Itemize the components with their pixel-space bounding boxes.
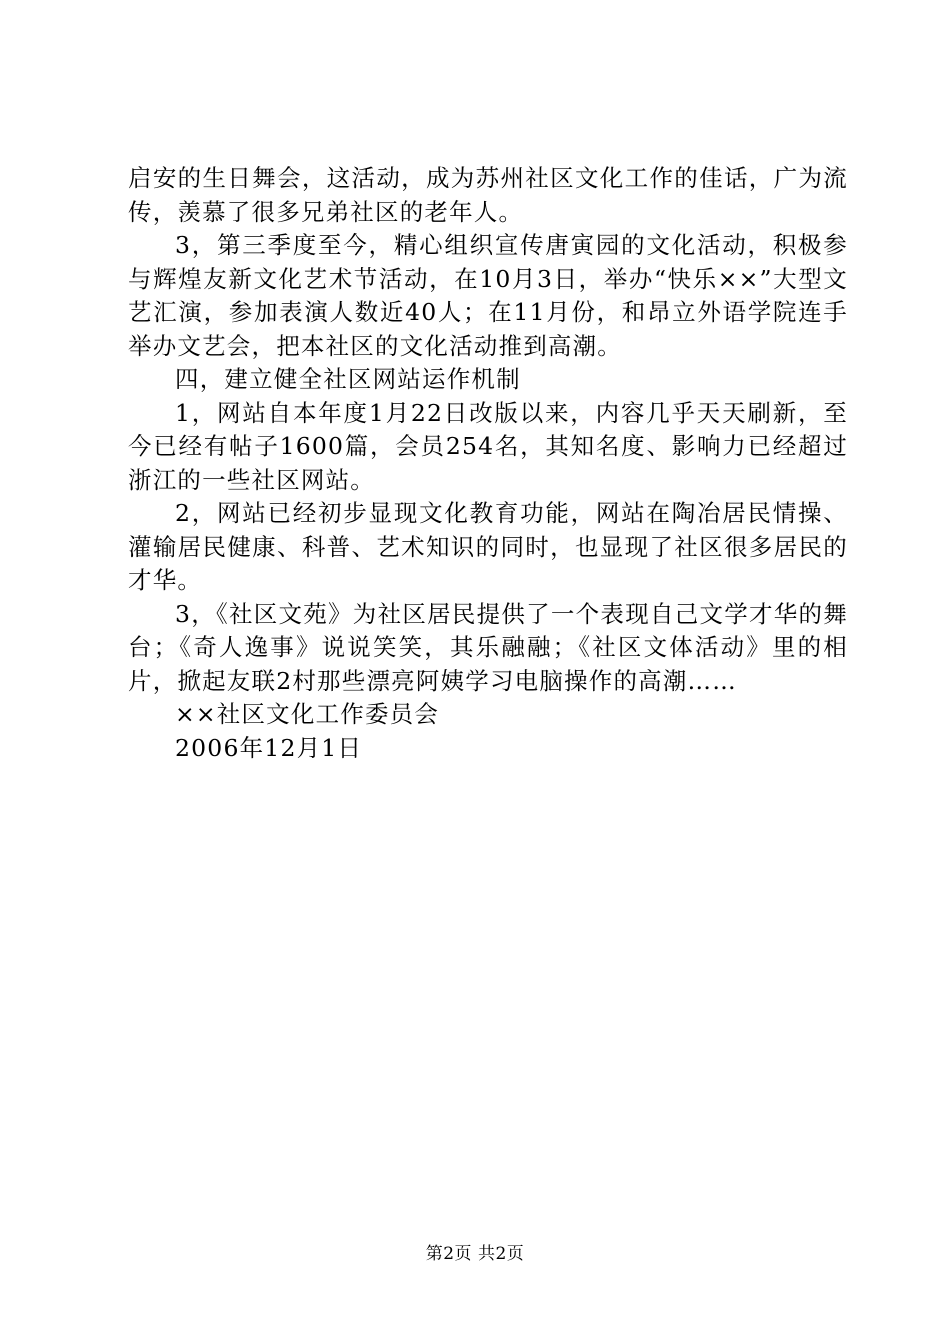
document-body — [128, 162, 848, 765]
paragraph-5: 3，《社区文苑》为社区居民提供了一个表现自己文学才华的舞台；《奇人逸事》说说笑笑，其乐融融；《社区文体活动》里的相片，掀起友联2村那些漂亮阿姨学习电脑操作的高潮…… — [128, 599, 848, 695]
paragraph-2: 3，第三季度至今，精心组织宣传唐寅园的文化活动，积极参与辉煌友新文化艺术节活动，在10月3日，举办“快乐××”大型文艺汇演，参加表演人数近40人；在11月份，和昂立外语学院连手举办文艺会，把本社区的文化活动推到高潮。 — [128, 231, 848, 360]
paragraph-3: 1，网站自本年度1月22日改版以来，内容几乎天天刷新，至今已经有帖子1600篇，会员254名，其知名度、影响力已经超过浙江的一些社区网站。 — [128, 398, 848, 494]
page-footer — [0, 1242, 950, 1266]
signature-date: 2006年12月1日 — [175, 733, 363, 762]
paragraph-4: 2，网站已经初步显现文化教育功能，网站在陶冶居民情操、灌输居民健康、科普、艺术知识的同时，也显现了社区很多居民的才华。 — [128, 499, 848, 594]
paragraph-1: 启安的生日舞会，这活动，成为苏州社区文化工作的佳话，广为流传，羡慕了很多兄弟社区的老年人。 — [128, 164, 848, 226]
page-number: 第2页 共2页 — [425, 1244, 525, 1264]
section-heading: 四，建立健全社区网站运作机制 — [175, 365, 521, 393]
signature-organization: ××社区文化工作委员会 — [175, 700, 440, 728]
